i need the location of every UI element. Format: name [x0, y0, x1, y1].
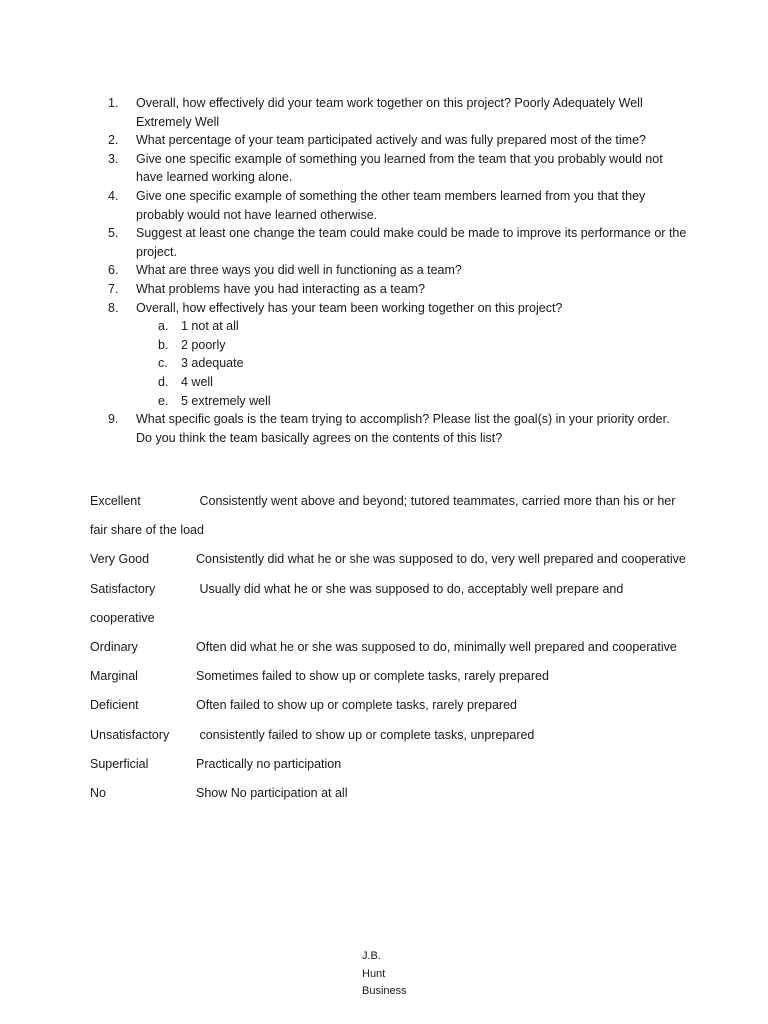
rubric-row: [90, 487, 690, 545]
question-text: What problems have you had interacting as a team?: [136, 281, 426, 296]
question-text: What percentage of your team participated actively and was fully prepared most of the time?: [136, 133, 646, 148]
rating-description: Often failed to show up or complete tasks, rarely prepared: [196, 698, 517, 713]
question-text: Overall, how effectively has your team been working together on this project?: [136, 300, 563, 315]
answer-option: [136, 392, 688, 411]
question-number: 1.: [108, 96, 119, 110]
rating-term: Satisfactory: [90, 581, 156, 596]
option-letter: c.: [158, 356, 168, 371]
footer-line: J.B.: [362, 950, 381, 962]
option-text: 4 well: [181, 374, 213, 389]
question-text: Give one specific example of something the other team members learned from you that they probably would not have learned otherwise.: [136, 188, 646, 222]
question-text: Overall, how effectively did your team work together on this project? Poorly Adequately Well Extremely Well: [136, 96, 643, 129]
question-item: [108, 410, 688, 447]
answer-option: [136, 373, 688, 392]
option-text: 5 extremely well: [181, 393, 271, 408]
option-text: 3 adequate: [181, 356, 244, 371]
question-number: 3.: [108, 151, 119, 166]
question-list: [108, 94, 688, 447]
question-number: 2.: [108, 133, 119, 148]
question-item: [108, 94, 688, 131]
question-item: [108, 299, 688, 411]
rating-term: Unsatisfactory: [90, 727, 170, 742]
question-number: 8.: [108, 300, 119, 315]
question-number: 9.: [108, 412, 119, 427]
rating-description: Usually did what he or she was supposed to do, acceptably well prepare and cooperative: [90, 581, 624, 625]
option-letter: b.: [158, 337, 169, 352]
rating-description: Sometimes failed to show up or complete tasks, rarely prepared: [196, 669, 549, 684]
rating-term: Marginal: [90, 669, 138, 684]
question-number: 7.: [108, 281, 119, 296]
question-item: [108, 150, 688, 187]
question-number: 6.: [108, 263, 119, 278]
rubric-row: [90, 750, 690, 779]
rating-description: Show No participation at all: [196, 786, 348, 801]
question-text: Suggest at least one change the team could make could be made to improve its performance or the project.: [136, 226, 687, 259]
question-text: What are three ways you did well in functioning as a team?: [136, 263, 462, 278]
rating-description: Consistently did what he or she was supposed to do, very well prepared and cooperative: [196, 552, 686, 567]
rating-description: Practically no participation: [196, 756, 342, 771]
rubric-row: [90, 779, 690, 808]
rubric-row: [90, 691, 690, 720]
option-text: 2 poorly: [181, 337, 226, 352]
rating-term: Deficient: [90, 698, 139, 713]
question-number: 4.: [108, 188, 119, 203]
rating-term: Very Good: [90, 552, 150, 567]
question-item: [108, 224, 688, 261]
rating-rubric: [90, 487, 690, 808]
rating-description: consistently failed to show up or complete tasks, unprepared: [196, 727, 535, 742]
footer-line: Business: [362, 985, 407, 997]
answer-option-list: [136, 317, 688, 410]
question-item: [108, 187, 688, 224]
question-text: What specific goals is the team trying to accomplish? Please list the goal(s) in your priority order. Do you think the team basically agrees on the contents of this list?: [136, 412, 670, 445]
rubric-row: [90, 662, 690, 691]
answer-option: [136, 336, 688, 355]
rubric-row: [90, 721, 690, 750]
option-letter: d.: [158, 374, 169, 389]
option-text: 1 not at all: [181, 319, 239, 334]
rating-description: Consistently went above and beyond; tutored teammates, carried more than his or her fair share of the load: [90, 494, 676, 538]
question-text: Give one specific example of something you learned from the team that you probably would not have learned working alone.: [136, 151, 663, 185]
rubric-row: [90, 545, 690, 574]
question-item: [108, 280, 688, 299]
footer-line: Hunt: [362, 967, 386, 980]
rating-term: Superficial: [90, 756, 149, 771]
footer-credit: [362, 948, 407, 1001]
question-item: [108, 261, 688, 280]
answer-option: [136, 354, 688, 373]
rating-term: Ordinary: [90, 640, 138, 655]
rating-term: Excellent: [90, 494, 141, 508]
answer-option: [136, 317, 688, 336]
rating-term: No: [90, 786, 106, 801]
question-number: 5.: [108, 226, 119, 241]
option-letter: a.: [158, 319, 169, 334]
question-item: [108, 131, 688, 150]
option-letter: e.: [158, 393, 169, 408]
rating-description: Often did what he or she was supposed to do, minimally well prepared and cooperative: [196, 640, 677, 655]
rubric-row: [90, 575, 690, 633]
rubric-row: [90, 633, 690, 662]
